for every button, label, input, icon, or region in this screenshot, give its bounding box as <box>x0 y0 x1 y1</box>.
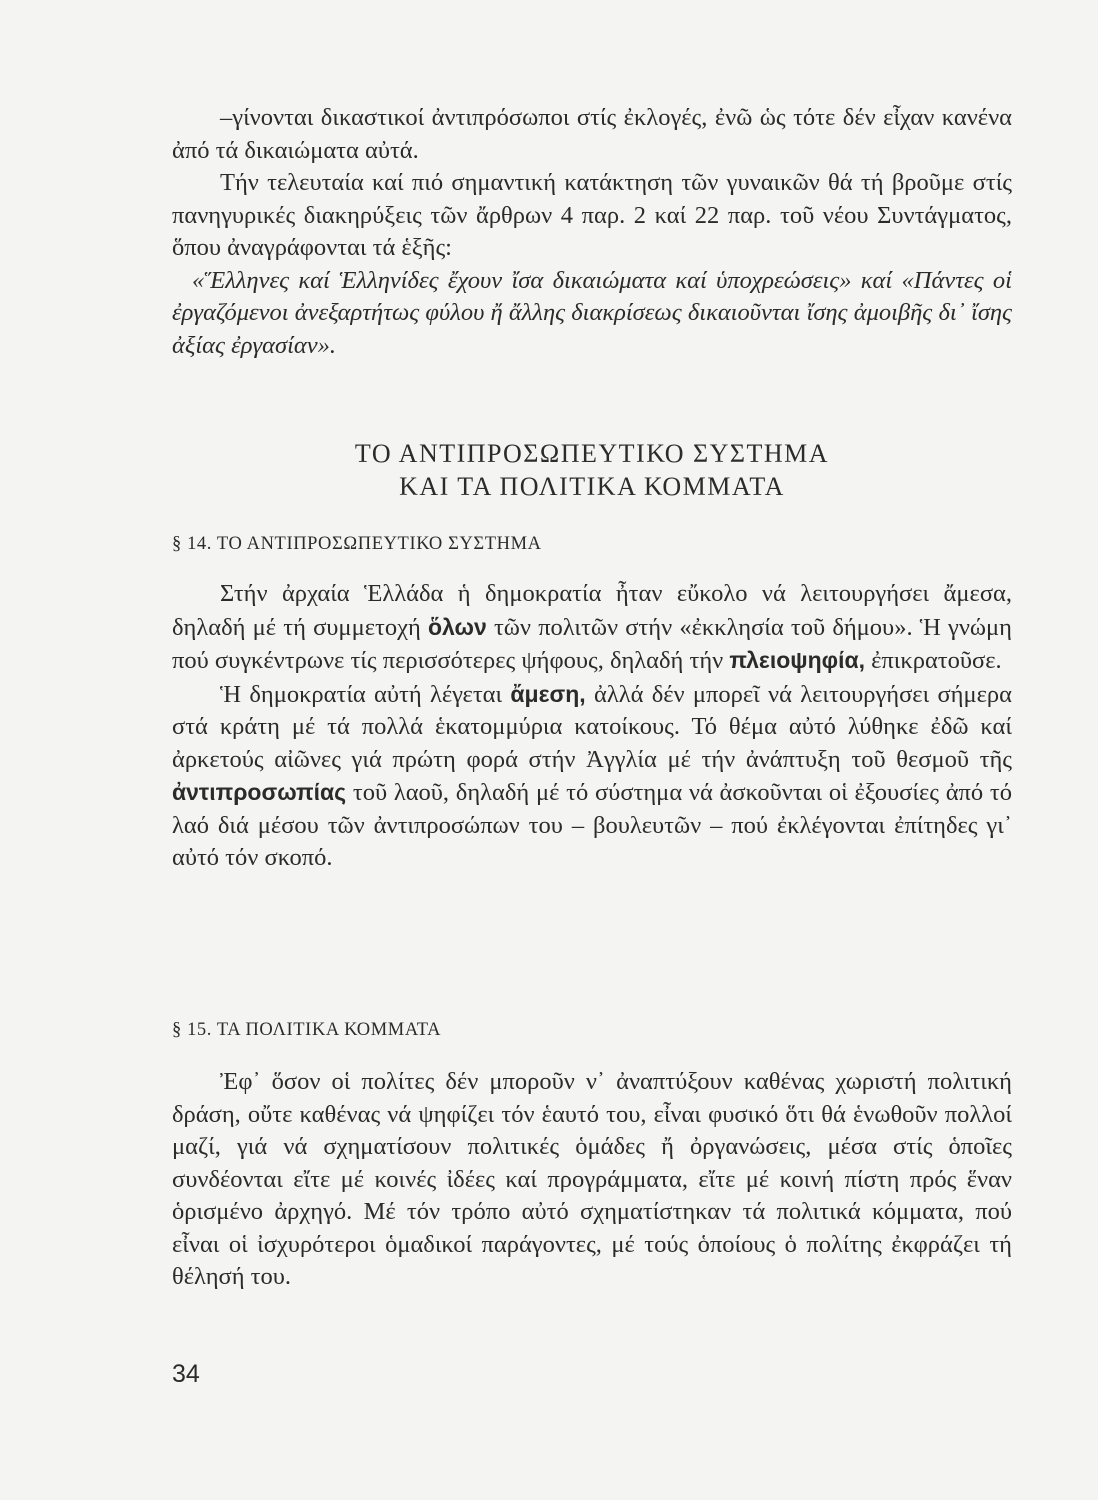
page-number: 34 <box>172 1360 200 1388</box>
intro-paragraph-1: –γίνονται δικαστικοί ἀντιπρόσωποι στίς ἐκλογές, ἐνῶ ὡς τότε δέν εἶχαν κανένα ἀπό τά δικαιώματα αὐτά. <box>172 104 1012 164</box>
section-14-body <box>172 578 1012 875</box>
text-run: ἐπικρατοῦσε. <box>865 647 1002 674</box>
bold-term: ὅλων <box>427 613 487 640</box>
section-15-heading: § 15. ΤΑ ΠΟΛΙΤΙΚΑ ΚΟΜΜΑΤΑ <box>172 1020 442 1040</box>
bold-term: πλειοψηφία, <box>729 647 866 673</box>
chapter-title-line-2: ΚΑΙ ΤΑ ΠΟΛΙΤΙΚΑ ΚΟΜΜΑΤΑ <box>399 472 785 501</box>
section-14 <box>172 532 1012 556</box>
text-run: Στήν ἀρχαία Ἑλλάδα ἡ δημοκρατία ἦταν εὔκολο νά λειτουργήσει ἄμεσα, δηλαδή μέ τή συμμετοχή <box>172 580 1012 641</box>
chapter-title <box>172 437 1012 503</box>
text-run: τῶν πολιτῶν στήν «ἐκκλησία τοῦ δήμου». Ἡ γνώμη πού συγκέντρωνε τίς περισσότερες ψήφους, δηλαδή τήν <box>172 613 1012 674</box>
text-run: ἀλλά δέν μπορεῖ νά λειτουργήσει σήμερα στά κράτη μέ τά πολλά ἑκατομμύρια κατοίκους. Τό θέμα αὐτό λύθηκε ἐδῶ καί ἀρκετούς αἰῶνες γιά πρώτη φορά στήν Ἀγγλία μέ τήν ἀνάπτυξη τοῦ θεσμοῦ τῆς <box>172 680 1012 773</box>
constitution-quote: «Ἕλληνες καί Ἑλληνίδες ἔχουν ἴσα δικαιώματα καί ὑποχρεώσεις» καί «Πάντες οἱ ἐργαζόμενοι ἀνεξαρτήτως φύλου ἤ ἄλλης διακρίσεως δικαιοῦνται ἴσης ἀμοιβῆς δι᾽ ἴσης ἀξίας ἐργασίαν». <box>172 266 1012 359</box>
section-14-paragraph-1 <box>172 578 1012 678</box>
bold-term: ἄμεση, <box>510 680 586 707</box>
text-run: Ἡ δημοκρατία αὐτή λέγεται <box>220 680 511 708</box>
bold-term: ἀντιπροσωπίας <box>172 779 347 805</box>
text-run: τοῦ λαοῦ, δηλαδή μέ τό σύστημα νά ἀσκοῦνται οἱ ἐξουσίες ἀπό τό λαό διά μέσου τῶν ἀντιπροσώπων του – βουλευτῶν – πού ἐκλέγονται ἐπίτηδες γι᾽ αὐτό τόν σκοπό. <box>172 779 1012 871</box>
section-15-body <box>172 1066 1012 1294</box>
section-15-paragraph-1: Ἐφ᾽ ὅσον οἱ πολίτες δέν μποροῦν ν᾽ ἀναπτύξουν καθένας χωριστή πολιτική δράση, οὔτε καθένας νά ψηφίζει τόν ἑαυτό του, εἶναι φυσικό ὅτι θά ἑνωθοῦν πολλοί μαζί, γιά νά σχηματίσουν πολιτικές ὁμάδες ἤ ὀργανώσεις, μέσα στίς ὁποῖες συνδέονται εἴτε μέ κοινές ἰδέες καί προγράμματα, εἴτε μέ κοινή πίστη πρός ἕναν ὁρισμένο ἀρχηγό. Μέ τόν τρόπο αὐτό σχηματίστηκαν τά πολιτικά κόμματα, πού εἶναι οἱ ἰσχυρότεροι ὁμαδικοί παράγοντες, μέ τούς ὁποίους ὁ πολίτης ἐκφράζει τή θέλησή του. <box>172 1068 1012 1290</box>
section-14-heading: § 14. ΤΟ ΑΝΤΙΠΡΟΣΩΠΕΥΤΙΚΟ ΣΥΣΤΗΜΑ <box>172 534 542 554</box>
section-15 <box>172 1018 1012 1042</box>
chapter-title-line-1: ΤΟ ΑΝΤΙΠΡΟΣΩΠΕΥΤΙΚΟ ΣΥΣΤΗΜΑ <box>354 439 830 468</box>
intro-text <box>172 102 1012 362</box>
intro-paragraph-2: Τήν τελευταία καί πιό σημαντική κατάκτηση τῶν γυναικῶν θά τή βροῦμε στίς πανηγυρικές διακηρύξεις τῶν ἄρθρων 4 παρ. 2 καί 22 παρ. τοῦ νέου Συντάγματος, ὅπου ἀναγράφονται τά ἑξῆς: <box>172 169 1012 261</box>
section-14-paragraph-2 <box>172 678 1012 875</box>
